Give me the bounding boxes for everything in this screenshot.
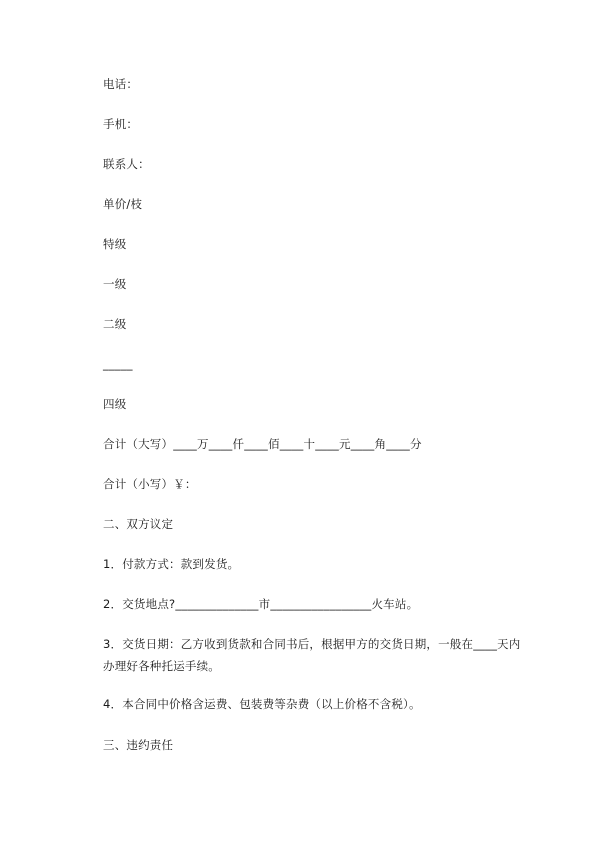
section-heading-breach: 三、违约责任 bbox=[103, 738, 174, 752]
payment-method-clause: 1．付款方式：款到发货。 bbox=[103, 557, 240, 571]
unit-price-label: 单价/枝 bbox=[103, 197, 143, 211]
mobile-label: 手机： bbox=[103, 117, 139, 131]
grade-fourth: 四级 bbox=[103, 397, 127, 411]
total-lowercase-line: 合计（小写）￥： bbox=[103, 477, 197, 491]
total-uppercase-line: 合计（大写）____万____仟____佰____十____元____角____分 bbox=[103, 437, 422, 451]
delivery-location-clause: 2．交货地点?______________市_________________火车站。 bbox=[103, 597, 419, 611]
price-inclusion-clause: 4．本合同中价格含运费、包装费等杂费（以上价格不含税）。 bbox=[103, 697, 421, 711]
delivery-date-clause: 3．交货日期：乙方收到货款和合同书后，根据甲方的交货日期，一般在____天内办理好各种托运手续。 bbox=[103, 637, 521, 673]
contact-person-label: 联系人： bbox=[103, 157, 150, 171]
section-heading-agreement: 二、双方议定 bbox=[103, 517, 174, 531]
grade-second: 二级 bbox=[103, 317, 127, 331]
grade-first: 一级 bbox=[103, 277, 127, 291]
blank-line: _____ bbox=[103, 357, 133, 371]
grade-special: 特级 bbox=[103, 237, 127, 251]
phone-label: 电话： bbox=[103, 77, 139, 91]
